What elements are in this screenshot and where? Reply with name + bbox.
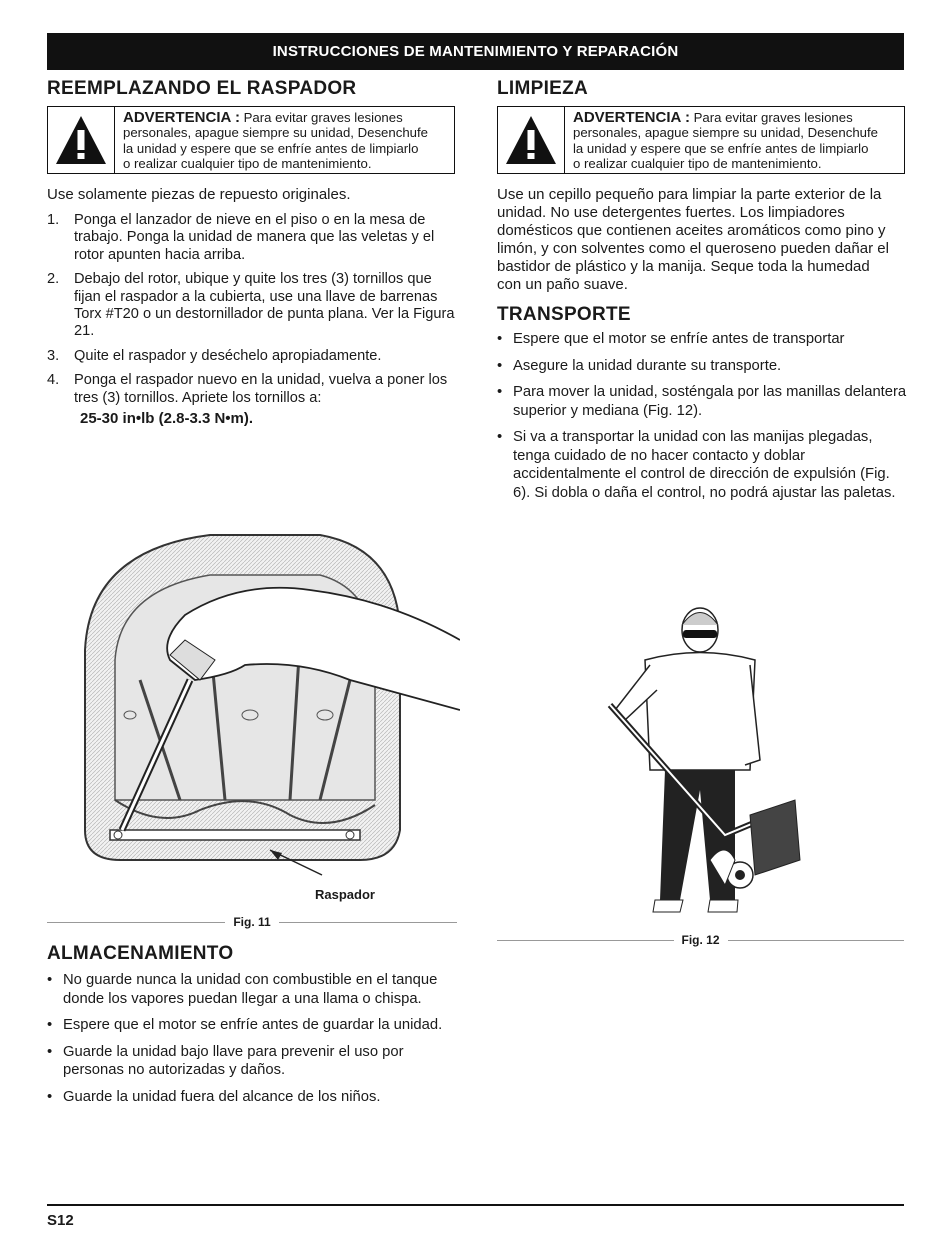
right-column [497, 78, 907, 510]
left-column [47, 78, 457, 427]
warning-triangle-icon [48, 107, 115, 173]
step-text: Ponga el lanzador de nieve en el piso o en la mesa de trabajo. Ponga la unidad de manera que las veletas y el rotor apunten hacia arriba. [74, 212, 435, 263]
list-item-text: Si va a transportar la unidad con las manijas plegadas, tenga cuidado de no hacer contacto y doblar accidentalmente el control de dirección de expulsión (Fig. 6). Si dobla o daña el control, no podrá ajustar las paletas. [513, 429, 896, 501]
list-item-text: Espere que el motor se enfríe antes de guardar la unidad. [63, 1017, 443, 1033]
list-item: • Espere que el motor se enfríe antes de guardar la unidad. [47, 1017, 443, 1033]
list-item-text: No guarde nunca la unidad con combustible en el tanque donde los vapores puedan llegar a una llama o chispa. [63, 972, 438, 1007]
raspador-warning-box [47, 106, 455, 174]
step-item [47, 348, 457, 365]
page-number: S12 [47, 1212, 74, 1229]
warning-title: ADVERTENCIA : [573, 109, 690, 126]
torque-spec: 25-30 in•lb (2.8-3.3 N•m). [80, 410, 254, 428]
step-text: Debajo del rotor, ubique y quite los tres (3) tornillos que fijan el raspador a la cubierta, use una llave de barrenas Torx #T20 o un destornillador de punta plana. Ver la Figura 21. [74, 271, 455, 340]
limpieza-warning-box [497, 106, 905, 174]
step-text: Ponga el raspador nuevo en la unidad, vuelva a poner los tres (3) tornillos. Apriete los tornillos a: [74, 372, 448, 406]
warning-title: ADVERTENCIA : [123, 109, 240, 126]
section-header-title: INSTRUCCIONES DE MANTENIMIENTO Y REPARACIÓN [272, 43, 679, 60]
warning-line: personales, apague siempre su unidad, Desenchufe [123, 125, 428, 141]
list-item-text: Para mover la unidad, sosténgala por las manillas delantera superior y mediana (Fig. 12). [513, 384, 907, 419]
limpieza-warning-text [565, 107, 878, 173]
scraper-illustration [60, 530, 460, 905]
caption-rule [728, 940, 905, 941]
list-item-text: Espere que el motor se enfríe antes de transportar [513, 331, 845, 347]
footer-rule [47, 1204, 904, 1206]
fig-11-label: Fig. 11 [233, 915, 271, 929]
list-item: • Guarde la unidad fuera del alcance de los niños. [47, 1088, 381, 1105]
fig-11-caption [47, 915, 457, 929]
caption-rule [47, 922, 225, 923]
list-item: • Espere que el motor se enfríe antes de transportar [497, 331, 845, 347]
warning-line: la unidad y espere que se enfríe antes de limpiarlo [123, 140, 419, 156]
transporte-heading: TRANSPORTE [497, 304, 631, 325]
transporte-list [497, 330, 907, 502]
limpieza-text: Use un cepillo pequeño para limpiar la parte exterior de la unidad. No use detergentes fuertes. Los limpiadores domésticos que contienen aceites aromáticos como pino y limón, y con solventes como el queroseno pueden dañar el bastidor de plástico y la manija. Seque toda la humedad con un paño suave. [497, 186, 889, 293]
step-number: 2. [47, 271, 60, 288]
list-item: • Para mover la unidad, sosténgala por las manillas delantera superior y mediana (Fig. 12). [497, 384, 907, 419]
step-item [47, 212, 457, 264]
fig-12-label: Fig. 12 [681, 933, 720, 947]
raspador-steps [47, 212, 457, 407]
warning-line: o realizar cualquier tipo de mantenimiento. [123, 156, 372, 172]
fig-12-caption [497, 933, 904, 947]
step-number: 4. [47, 372, 60, 389]
list-item-text: Guarde la unidad bajo llave para prevenir el uso por personas no autorizadas y daños. [63, 1043, 404, 1078]
warning-line: la unidad y espere que se enfríe antes de limpiarlo [573, 140, 869, 156]
step-item [47, 271, 457, 341]
caption-rule [497, 940, 674, 941]
list-item: • No guarde nunca la unidad con combustible en el tanque donde los vapores puedan llegar a una llama o chispa. [47, 971, 457, 1008]
list-item-text: Guarde la unidad fuera del alcance de los niños. [63, 1088, 381, 1105]
raspador-figure-label: Raspador [315, 887, 375, 902]
caption-rule [279, 922, 457, 923]
section-header-bar [47, 33, 904, 70]
raspador-heading: REEMPLAZANDO EL RASPADOR [47, 78, 357, 99]
step-number: 1. [47, 212, 60, 228]
warning-line: personales, apague siempre su unidad, Desenchufe [573, 125, 878, 141]
step-number: 3. [47, 347, 60, 364]
list-item: • Asegure la unidad durante su transporte. [497, 357, 782, 374]
transport-illustration [585, 600, 815, 920]
list-item: • Si va a transportar la unidad con las manijas plegadas, tenga cuidado de no hacer contacto y doblar accidentalmente el control de dirección de expulsión (Fig. 6). Si dobla o daña el control, no podrá ajustar las paletas. [497, 428, 907, 502]
raspador-warning-text [115, 107, 428, 173]
warning-triangle-icon [498, 107, 565, 173]
warning-line: o realizar cualquier tipo de mantenimiento. [573, 156, 822, 172]
step-item [47, 372, 457, 407]
storage-section [47, 943, 457, 1114]
warning-lead: Para evitar graves lesiones [239, 110, 403, 125]
limpieza-heading: LIMPIEZA [497, 78, 589, 99]
raspador-intro: Use solamente piezas de repuesto originales. [47, 186, 351, 203]
warning-lead: Para evitar graves lesiones [689, 110, 853, 125]
list-item-text: Asegure la unidad durante su transporte. [513, 357, 782, 374]
almacenamiento-list [47, 971, 457, 1106]
almacenamiento-heading: ALMACENAMIENTO [47, 943, 234, 964]
step-text: Quite el raspador y deséchelo apropiadamente. [74, 347, 382, 364]
list-item: • Guarde la unidad bajo llave para prevenir el uso por personas no autorizadas y daños. [47, 1043, 457, 1080]
